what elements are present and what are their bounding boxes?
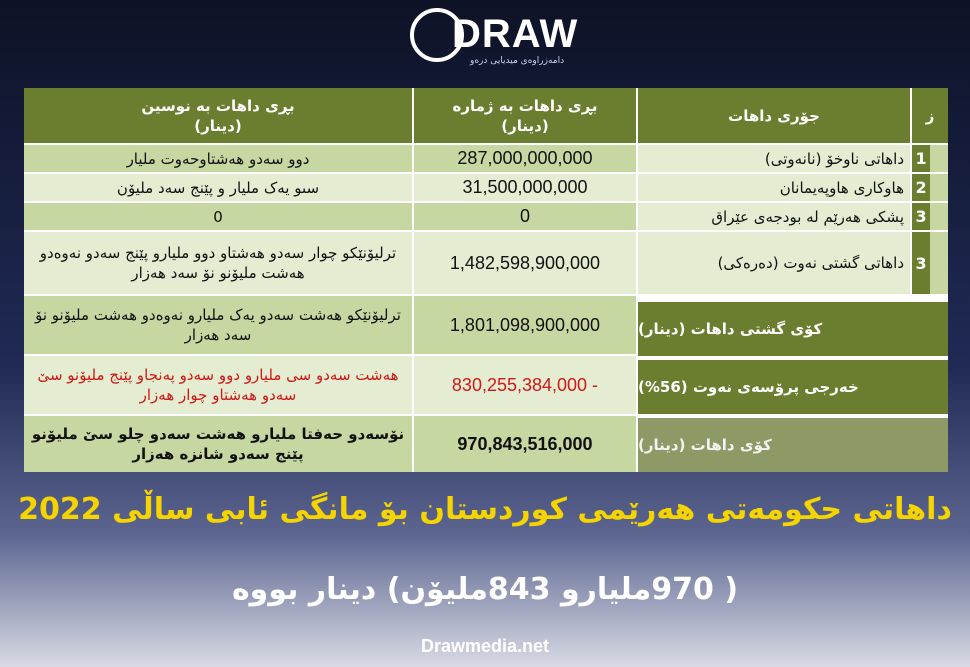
- revenue-table: [24, 88, 948, 472]
- row2-index-pad: [930, 174, 948, 201]
- row1-words: دوو سەدو هەشتاوحەوت ملیار: [24, 145, 412, 172]
- row4-number: 1,482,598,900,000: [414, 232, 636, 294]
- net-revenue-number: 970,843,516,000: [414, 416, 636, 472]
- row1-type: داهاتی ناوخۆ (نانەوتی): [638, 145, 910, 172]
- row4-index-pad: [930, 232, 948, 294]
- row3-number: 0: [414, 203, 636, 230]
- row2-words: سىو یەک ملیار و پێنج سەد ملیۆن: [24, 174, 412, 201]
- row4-index: 3: [912, 232, 930, 294]
- row3-type: پشکی هەرێم لە بودجەی عێراق: [638, 203, 910, 230]
- row3-index: 3: [912, 203, 930, 230]
- oil-cost-words: هەشت سەدو سی ملیارو دوو سەدو پەنجاو پێنج ملیۆنو سێ سەدو هەشتاو چوار هەزار: [24, 356, 412, 414]
- total-words: ترلیۆنێکو هەشت سەدو یەک ملیارو نەوەدو هەشت ملیۆنو نۆ سەد هەزار: [24, 296, 412, 354]
- total-label: کۆی گشتی داهات (دینار): [638, 302, 948, 356]
- header-amount-words-unit: (دینار): [194, 116, 242, 135]
- header-amount-words: [24, 88, 412, 143]
- net-revenue-label: کۆی داهات (دینار): [638, 418, 948, 472]
- header-type: [638, 88, 910, 143]
- headline-subtitle: ( 970ملیارو 843ملیۆن) دینار بووە: [231, 572, 739, 607]
- header-amount-number-unit: (دینار): [501, 116, 549, 135]
- row3-words: 0: [24, 203, 412, 230]
- oil-cost-number: 830,255,384,000 -: [414, 356, 636, 414]
- logo-name: DRAW: [452, 12, 579, 56]
- row2-index: 2: [912, 174, 930, 201]
- logo-subtitle: دامەزراوەی میدیایی درەو: [470, 56, 565, 66]
- header-amount-number-label: بڕی داهات بە ژمارە: [452, 96, 598, 115]
- footer-website: Drawmedia.net: [420, 636, 550, 656]
- row2-number: 31,500,000,000: [414, 174, 636, 201]
- draw-logo: [408, 6, 608, 70]
- row4-type: داهاتی گشتی نەوت (دەرەکی): [638, 232, 910, 294]
- row4-words: ترلیۆنێکو چوار سەدو هەشتاو دوو ملیارو پێنج سەدو نەوەدو هەشت ملیۆنو نۆ سەد هەزار: [24, 232, 412, 294]
- headline-title: داهاتی حکومەتی هەرێمی کوردستان بۆ مانگی ئابی ساڵی 2022: [18, 492, 952, 527]
- net-revenue-words: نۆسەدو حەفتا ملیارو هەشت سەدو چلو سێ ملیۆنو پێنج سەدو شانزە هەزار: [24, 416, 412, 472]
- row1-number: 287,000,000,000: [414, 145, 636, 172]
- row1-index-pad: [930, 145, 948, 172]
- header-amount-number: [414, 88, 636, 143]
- row2-type: هاوکاری هاوپەیمانان: [638, 174, 910, 201]
- header-type-label: جۆری داهات: [728, 106, 820, 125]
- header-amount-words-label: بڕی داهات بە نوسین: [141, 96, 295, 115]
- total-number: 1,801,098,900,000: [414, 296, 636, 354]
- header-index: [912, 88, 948, 143]
- header-index-label: ز: [925, 106, 935, 125]
- oil-cost-label: خەرجی پرۆسەی نەوت (56%): [638, 360, 948, 414]
- row1-index: 1: [912, 145, 930, 172]
- row3-index-pad: [930, 203, 948, 230]
